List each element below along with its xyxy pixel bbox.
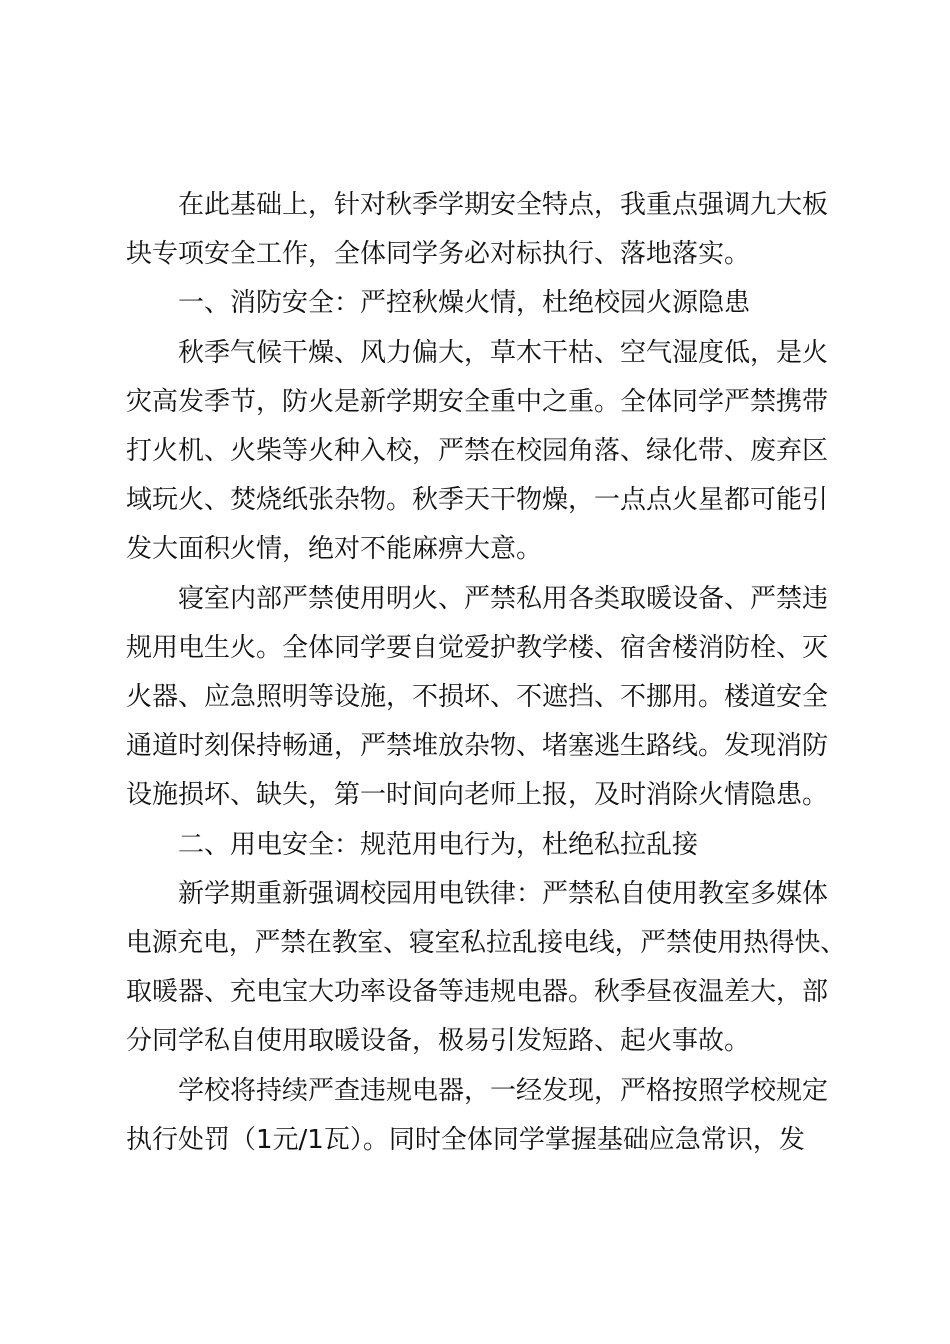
text-line: 寝室内部严禁使用明火、严禁私用各类取暖设备、严禁违 xyxy=(178,583,829,614)
text-line: 通道时刻保持畅通，严禁堆放杂物、堵塞逃生路线。发现消防 xyxy=(126,731,829,762)
text-line: 秋季气候干燥、风力偏大，草木干枯、空气湿度低，是火 xyxy=(178,337,829,368)
text-line: 新学期重新强调校园用电铁律：严禁私自使用教室多媒体 xyxy=(178,878,829,909)
body-paragraph xyxy=(126,181,846,279)
text-line: 火器、应急照明等设施，不损坏、不遮挡、不挪用。楼道安全 xyxy=(126,682,829,713)
text-line: 二、用电安全：规范用电行为，杜绝私拉乱接 xyxy=(178,829,699,860)
section-heading xyxy=(126,279,846,328)
document-body xyxy=(126,181,846,1165)
text-line: 打火机、火柴等火种入校，严禁在校园角落、绿化带、废弃区 xyxy=(126,436,829,467)
text-line: 电源充电，严禁在教室、寝室私拉乱接电线，严禁使用热得快、 xyxy=(126,928,847,959)
body-paragraph xyxy=(126,575,846,821)
text-line: 发大面积火情，绝对不能麻痹大意。 xyxy=(126,534,543,565)
text-line: 规用电生火。全体同学要自觉爱护教学楼、宿舍楼消防栓、灭 xyxy=(126,632,829,663)
text-line: 学校将持续严查违规电器，一经发现，严格按照学校规定 xyxy=(178,1075,829,1106)
text-line: 设施损坏、缺失，第一时间向老师上报，及时消除火情隐患。 xyxy=(126,780,829,811)
text-line: 块专项安全工作，全体同学务必对标执行、落地落实。 xyxy=(126,239,751,270)
text-line: 域玩火、焚烧纸张杂物。秋季天干物燥，一点点火星都可能引 xyxy=(126,485,829,516)
body-paragraph xyxy=(126,1067,846,1165)
body-paragraph xyxy=(126,329,846,575)
text-line: 灾高发季节，防火是新学期安全重中之重。全体同学严禁携带 xyxy=(126,386,829,417)
body-paragraph xyxy=(126,870,846,1067)
text-line: 执行处罚（1元/1瓦）。同时全体同学掌握基础应急常识，发 xyxy=(126,1124,805,1155)
section-heading xyxy=(126,821,846,870)
text-line: 分同学私自使用取暖设备，极易引发短路、起火事故。 xyxy=(126,1026,751,1057)
text-line: 一、消防安全：严控秋燥火情，杜绝校园火源隐患 xyxy=(178,288,751,319)
text-line: 取暖器、充电宝大功率设备等违规电器。秋季昼夜温差大，部 xyxy=(126,977,829,1008)
text-line: 在此基础上，针对秋季学期安全特点，我重点强调九大板 xyxy=(178,190,829,220)
